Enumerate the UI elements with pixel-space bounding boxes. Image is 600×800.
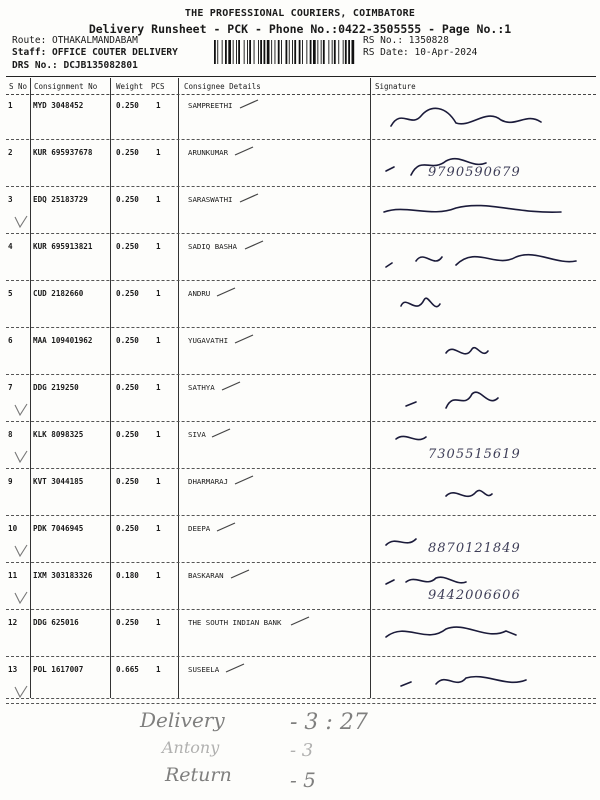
row-consignment-no: PDK 7046945 xyxy=(33,524,84,533)
table-row xyxy=(6,566,596,610)
row-weight: 0.250 xyxy=(116,430,139,439)
handwritten-return-count: - 5 xyxy=(290,768,316,792)
row-consignment-no: MYD 3048452 xyxy=(33,101,84,110)
col-header-signature: Signature xyxy=(375,82,416,91)
row-weight: 0.250 xyxy=(116,477,139,486)
check-mark-icon xyxy=(289,615,313,629)
row-weight: 0.180 xyxy=(116,571,139,580)
row-divider xyxy=(6,327,596,328)
check-mark-icon xyxy=(238,98,262,112)
signature-mark xyxy=(376,239,591,279)
row-pcs: 1 xyxy=(156,477,161,486)
row-pcs: 1 xyxy=(156,289,161,298)
signature-phone: 9442006606 xyxy=(428,588,521,603)
signature-mark xyxy=(376,615,591,655)
col-header-consignment: Consignment No xyxy=(34,82,98,91)
table-row xyxy=(6,613,596,657)
signature-mark xyxy=(376,286,591,326)
signature-mark xyxy=(376,192,591,232)
barcode xyxy=(214,40,356,64)
handwritten-antony-note: Antony xyxy=(162,738,220,757)
row-consignee: SATHYA xyxy=(188,383,215,392)
rs-number: RS No.: 1350828 xyxy=(363,35,449,46)
row-sno: 4 xyxy=(8,242,13,251)
pencil-tick-icon xyxy=(12,543,30,559)
route-label: Route: OTHAKALMANDABAM xyxy=(12,35,138,46)
table-row xyxy=(6,472,596,516)
pencil-tick-icon xyxy=(12,449,30,465)
row-pcs: 1 xyxy=(156,430,161,439)
row-sno: 7 xyxy=(8,383,13,392)
row-consignee: THE SOUTH INDIAN BANK xyxy=(188,618,282,627)
header-divider xyxy=(6,94,596,95)
table-row xyxy=(6,143,596,187)
col-header-weight: Weight xyxy=(116,82,144,91)
col-header-consignee: Consignee Details xyxy=(184,82,261,91)
row-pcs: 1 xyxy=(156,618,161,627)
row-consignment-no: KUR 695913821 xyxy=(33,242,93,251)
row-sno: 12 xyxy=(8,618,18,627)
row-consignee: ANDRU xyxy=(188,289,211,298)
table-top-border xyxy=(6,76,596,77)
row-consignee: SUSEELA xyxy=(188,665,220,674)
row-consignee: DEEPA xyxy=(188,524,211,533)
pencil-tick-icon xyxy=(12,590,30,606)
row-divider xyxy=(6,609,596,610)
pencil-tick-icon xyxy=(12,214,30,230)
check-mark-icon xyxy=(238,192,262,206)
handwritten-return-note: Return xyxy=(165,764,232,786)
row-sno: 6 xyxy=(8,336,13,345)
row-divider xyxy=(6,421,596,422)
pencil-tick-icon xyxy=(12,402,30,418)
signature-mark xyxy=(376,474,591,514)
row-sno: 13 xyxy=(8,665,18,674)
row-pcs: 1 xyxy=(156,148,161,157)
row-consignee: SADIQ BASHA xyxy=(188,242,237,251)
check-mark-icon xyxy=(243,239,267,253)
row-pcs: 1 xyxy=(156,571,161,580)
row-sno: 10 xyxy=(8,524,18,533)
row-pcs: 1 xyxy=(156,524,161,533)
row-consignment-no: DDG 625016 xyxy=(33,618,79,627)
runsheet-title: Delivery Runsheet - PCK - Phone No.:0422-3505555 - Page No.:1 xyxy=(88,22,512,36)
check-mark-icon xyxy=(233,333,257,347)
row-consignment-no: DDG 219250 xyxy=(33,383,79,392)
table-row xyxy=(6,331,596,375)
row-divider xyxy=(6,562,596,563)
row-weight: 0.250 xyxy=(116,289,139,298)
rs-date: RS Date: 10-Apr-2024 xyxy=(363,47,478,58)
row-consignee: SARASWATHI xyxy=(188,195,233,204)
row-pcs: 1 xyxy=(156,665,161,674)
signature-mark xyxy=(376,662,591,702)
row-divider xyxy=(6,515,596,516)
row-consignment-no: MAA 109401962 xyxy=(33,336,93,345)
row-divider xyxy=(6,280,596,281)
row-consignment-no: IXM 303183326 xyxy=(33,571,93,580)
check-mark-icon xyxy=(210,427,234,441)
row-weight: 0.250 xyxy=(116,148,139,157)
row-pcs: 1 xyxy=(156,383,161,392)
row-divider xyxy=(6,468,596,469)
table-row xyxy=(6,425,596,469)
row-consignment-no: POL 1617007 xyxy=(33,665,84,674)
table-row xyxy=(6,378,596,422)
row-divider xyxy=(6,374,596,375)
row-weight: 0.250 xyxy=(116,524,139,533)
row-consignment-no: EDQ 25183729 xyxy=(33,195,88,204)
row-weight: 0.250 xyxy=(116,618,139,627)
check-mark-icon xyxy=(224,662,248,676)
row-weight: 0.250 xyxy=(116,101,139,110)
row-consignee: ARUNKUMAR xyxy=(188,148,229,157)
row-pcs: 1 xyxy=(156,242,161,251)
row-divider xyxy=(6,139,596,140)
signature-mark xyxy=(376,98,591,138)
row-sno: 2 xyxy=(8,148,13,157)
row-weight: 0.250 xyxy=(116,383,139,392)
signature-phone: 9790590679 xyxy=(428,165,521,180)
row-sno: 3 xyxy=(8,195,13,204)
check-mark-icon xyxy=(215,286,239,300)
row-weight: 0.250 xyxy=(116,195,139,204)
row-consignment-no: CUD 2182660 xyxy=(33,289,84,298)
row-consignee: SIVA xyxy=(188,430,206,439)
check-mark-icon xyxy=(220,380,244,394)
row-consignee: BASKARAN xyxy=(188,571,224,580)
check-mark-icon xyxy=(215,521,239,535)
row-sno: 11 xyxy=(8,571,18,580)
signature-phone: 7305515619 xyxy=(428,447,521,462)
handwritten-delivery-count: - 3 : 27 xyxy=(290,710,368,735)
check-mark-icon xyxy=(233,145,257,159)
handwritten-delivery-note: Delivery xyxy=(140,708,225,732)
handwritten-antony-count: - 3 xyxy=(290,740,314,761)
table-row xyxy=(6,190,596,234)
row-sno: 8 xyxy=(8,430,13,439)
row-divider xyxy=(6,233,596,234)
row-pcs: 1 xyxy=(156,101,161,110)
signature-mark xyxy=(376,333,591,373)
row-consignment-no: KLK 8098325 xyxy=(33,430,84,439)
row-divider xyxy=(6,656,596,657)
check-mark-icon xyxy=(229,568,253,582)
row-consignment-no: KVT 3044185 xyxy=(33,477,84,486)
row-consignment-no: KUR 695937678 xyxy=(33,148,93,157)
check-mark-icon xyxy=(233,474,257,488)
signature-mark xyxy=(376,380,591,420)
table-row xyxy=(6,96,596,140)
row-pcs: 1 xyxy=(156,195,161,204)
company-name: THE PROFESSIONAL COURIERS, COIMBATORE xyxy=(184,8,416,19)
table-bottom-border xyxy=(6,698,596,699)
row-sno: 5 xyxy=(8,289,13,298)
staff-label: Staff: OFFICE COUTER DELIVERY xyxy=(12,47,178,58)
drs-number: DRS No.: DCJB135082801 xyxy=(12,60,138,71)
row-consignee: SAMPREETHI xyxy=(188,101,233,110)
row-weight: 0.250 xyxy=(116,242,139,251)
row-sno: 9 xyxy=(8,477,13,486)
table-row xyxy=(6,237,596,281)
row-divider xyxy=(6,703,596,704)
row-consignee: YUGAVATHI xyxy=(188,336,229,345)
table-row xyxy=(6,284,596,328)
row-consignee: DHARMARAJ xyxy=(188,477,229,486)
row-weight: 0.665 xyxy=(116,665,139,674)
row-divider xyxy=(6,186,596,187)
row-weight: 0.250 xyxy=(116,336,139,345)
row-sno: 1 xyxy=(8,101,13,110)
col-header-sno: S No xyxy=(9,82,28,91)
col-header-pcs: PCS xyxy=(151,82,165,91)
signature-phone: 8870121849 xyxy=(428,541,521,556)
table-row xyxy=(6,519,596,563)
row-pcs: 1 xyxy=(156,336,161,345)
